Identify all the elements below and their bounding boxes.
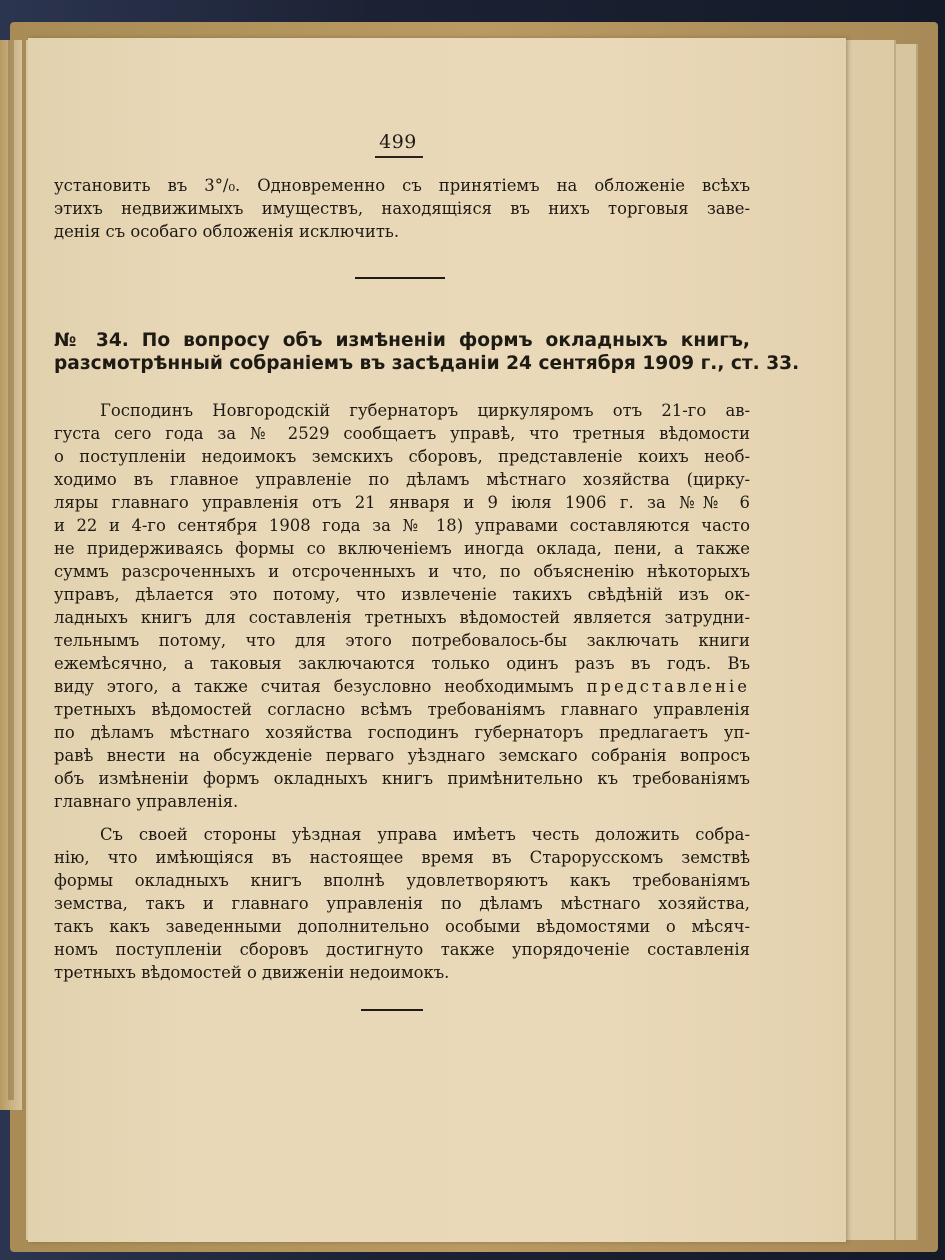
spaced-emphasis-word: представленіе [586, 677, 750, 696]
paragraph-line: номъ поступленіи сборовъ достигнуто также упорядоченіе составленія [54, 940, 750, 959]
line-text: виду этого, а также считая безусловно необходимымъ [54, 677, 574, 696]
section-divider [355, 277, 445, 279]
section-heading-line: разсмотрѣнный собраніемъ въ засѣданіи 24 сентября 1909 г., ст. 33. [54, 353, 800, 374]
continuation-line: денія съ особаго обложенія исключить. [54, 222, 400, 241]
paragraph-line: не придерживаясь формы со включеніемъ иногда оклада, пени, а также [54, 539, 750, 558]
section-heading-line: № 34. По вопросу объ измѣненіи формъ окладныхъ книгъ, [54, 330, 750, 351]
paragraph-line: равѣ внести на обсужденіе перваго уѣзднаго земскаго собранія вопросъ [54, 746, 750, 765]
paragraph-line: Съ своей стороны уѣздная управа имѣетъ честь доложить собра- [100, 825, 750, 844]
page-content [28, 38, 846, 1242]
paragraph-line: тельнымъ потому, что для этого потребовалось-бы заключать книги [54, 631, 750, 650]
paragraph-line: нію, что имѣющіяся въ настоящее время въ Старорусскомъ земствѣ [54, 848, 750, 867]
paragraph-line: Господинъ Новгородскій губернаторъ циркуляромъ отъ 21-го ав- [100, 401, 750, 420]
continuation-line: этихъ недвижимыхъ имуществъ, находящіяся въ нихъ торговыя заве- [54, 199, 750, 218]
paragraph-line: объ измѣненіи формъ окладныхъ книгъ примѣнительно къ требованіямъ [54, 769, 750, 788]
paragraph-line: третныхъ вѣдомостей согласно всѣмъ требованіямъ главнаго управленія [54, 700, 750, 719]
paragraph-line: и 22 и 4-го сентября 1908 года за № 18) управами составляются часто [54, 516, 750, 535]
paragraph-line: о поступленіи недоимокъ земскихъ сборовъ, представленіе коихъ необ- [54, 447, 750, 466]
paragraph-line: ладныхъ книгъ для составленія третныхъ вѣдомостей является затрудни- [54, 608, 750, 627]
paragraph-line: по дѣламъ мѣстнаго хозяйства господинъ губернаторъ предлагаетъ уп- [54, 723, 750, 742]
binding-thread [8, 40, 14, 1100]
paragraph-line: формы окладныхъ книгъ вполнѣ удовлетворяютъ какъ требованіямъ [54, 871, 750, 890]
paragraph-line: земства, такъ и главнаго управленія по дѣламъ мѣстнаго хозяйства, [54, 894, 750, 913]
document-page [28, 38, 846, 1242]
paragraph-line: суммъ разсроченныхъ и отсроченныхъ и что, по объясненію нѣкоторыхъ [54, 562, 750, 581]
paragraph-line: ежемѣсячно, а таковыя заключаются только одинъ разъ въ годъ. Въ [54, 654, 750, 673]
continuation-line: установить въ 3°/₀. Одновременно съ принятіемъ на обложеніе всѣхъ [54, 176, 750, 195]
page-number-underline [375, 156, 423, 158]
paragraph-line: ляры главнаго управленія отъ 21 января и 9 іюля 1906 г. за №№ 6 [54, 493, 750, 512]
paragraph-line: управъ, дѣлается это потому, что извлеченіе такихъ свѣдѣній изъ ок- [54, 585, 750, 604]
paragraph-line: такъ какъ заведенными дополнительно особыми вѣдомостями о мѣсяч- [54, 917, 750, 936]
closing-divider [361, 1009, 423, 1011]
paragraph-line: густа сего года за № 2529 сообщаетъ управѣ, что третныя вѣдомости [54, 424, 750, 443]
paragraph-line: ходимо въ главное управленіе по дѣламъ мѣстнаго хозяйства (циркy- [54, 470, 750, 489]
paragraph-line: третныхъ вѣдомостей о движеніи недоимокъ. [54, 963, 450, 982]
paragraph-line: главнаго управленія. [54, 792, 239, 811]
page-number: 499 [379, 131, 417, 153]
paragraph-line-emphasis [54, 676, 750, 698]
